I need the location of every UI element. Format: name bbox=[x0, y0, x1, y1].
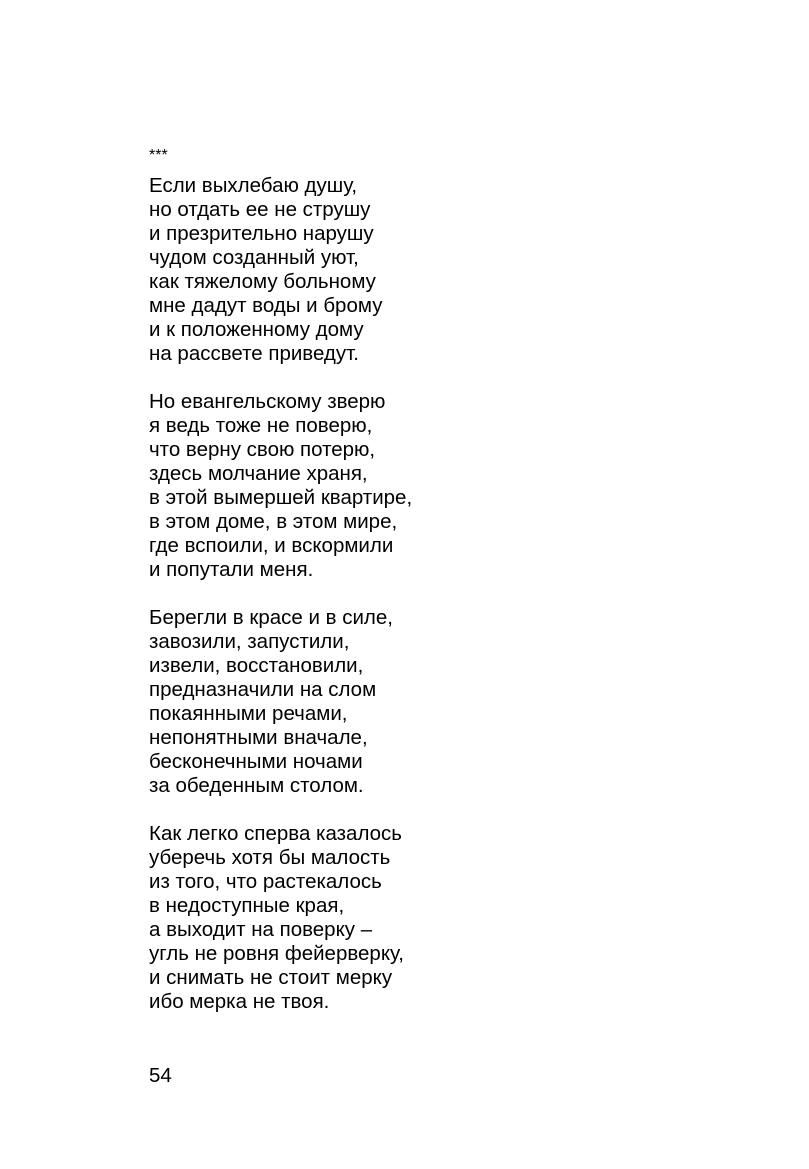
poem-line: как тяжелому больному bbox=[149, 270, 376, 293]
poem-line: и снимать не стоит мерку bbox=[149, 966, 393, 989]
poem-line: в недоступные края, bbox=[149, 894, 345, 917]
poem-line: из того, что растекалось bbox=[149, 870, 382, 893]
stanza-3 bbox=[149, 606, 769, 798]
poem-line: покаянными речами, bbox=[149, 702, 348, 725]
poem-line: бесконечными ночами bbox=[149, 750, 363, 773]
poem-line: но отдать ее не струшу bbox=[149, 198, 371, 221]
poem-line: и попутали меня. bbox=[149, 558, 314, 581]
stanza-2 bbox=[149, 390, 769, 582]
page-number: 54 bbox=[149, 1064, 172, 1087]
poem-line: и презрительно нарушу bbox=[149, 222, 374, 245]
poem-line: в этом доме, в этом мире, bbox=[149, 510, 398, 533]
poem-line: Но евангельскому зверю bbox=[149, 390, 386, 413]
poem-line: ибо мерка не твоя. bbox=[149, 990, 330, 1013]
poem-line: а выходит на поверку – bbox=[149, 918, 373, 941]
poem-line: я ведь тоже не поверю, bbox=[149, 414, 373, 437]
poem-line: за обеденным столом. bbox=[149, 774, 364, 797]
poem-line: и к положенному дому bbox=[149, 318, 364, 341]
poem-line: на рассвете приведут. bbox=[149, 342, 359, 365]
poem bbox=[149, 174, 769, 1038]
poem-line: Если выхлебаю душу, bbox=[149, 174, 358, 197]
stanza-4 bbox=[149, 822, 769, 1014]
stanza-separator: *** bbox=[149, 147, 168, 164]
poem-line: здесь молчание храня, bbox=[149, 462, 368, 485]
poem-line: предназначили на слом bbox=[149, 678, 377, 701]
poem-line: чудом созданный уют, bbox=[149, 246, 359, 269]
poem-line: мне дадут воды и брому bbox=[149, 294, 383, 317]
poem-line: угль не ровня фейерверку, bbox=[149, 942, 404, 965]
poem-line: что верну свою потерю, bbox=[149, 438, 376, 461]
poem-line: Берегли в красе и в силе, bbox=[149, 606, 393, 629]
poem-line: Как легко сперва казалось bbox=[149, 822, 402, 845]
poem-line: непонятными вначале, bbox=[149, 726, 368, 749]
poem-line: извели, восстановили, bbox=[149, 654, 364, 677]
stanza-1 bbox=[149, 174, 769, 366]
poem-line: в этой вымершей квартире, bbox=[149, 486, 413, 509]
poem-line: завозили, запустили, bbox=[149, 630, 350, 653]
poem-line: уберечь хотя бы малость bbox=[149, 846, 391, 869]
poem-line: где вспоили, и вскормили bbox=[149, 534, 394, 557]
